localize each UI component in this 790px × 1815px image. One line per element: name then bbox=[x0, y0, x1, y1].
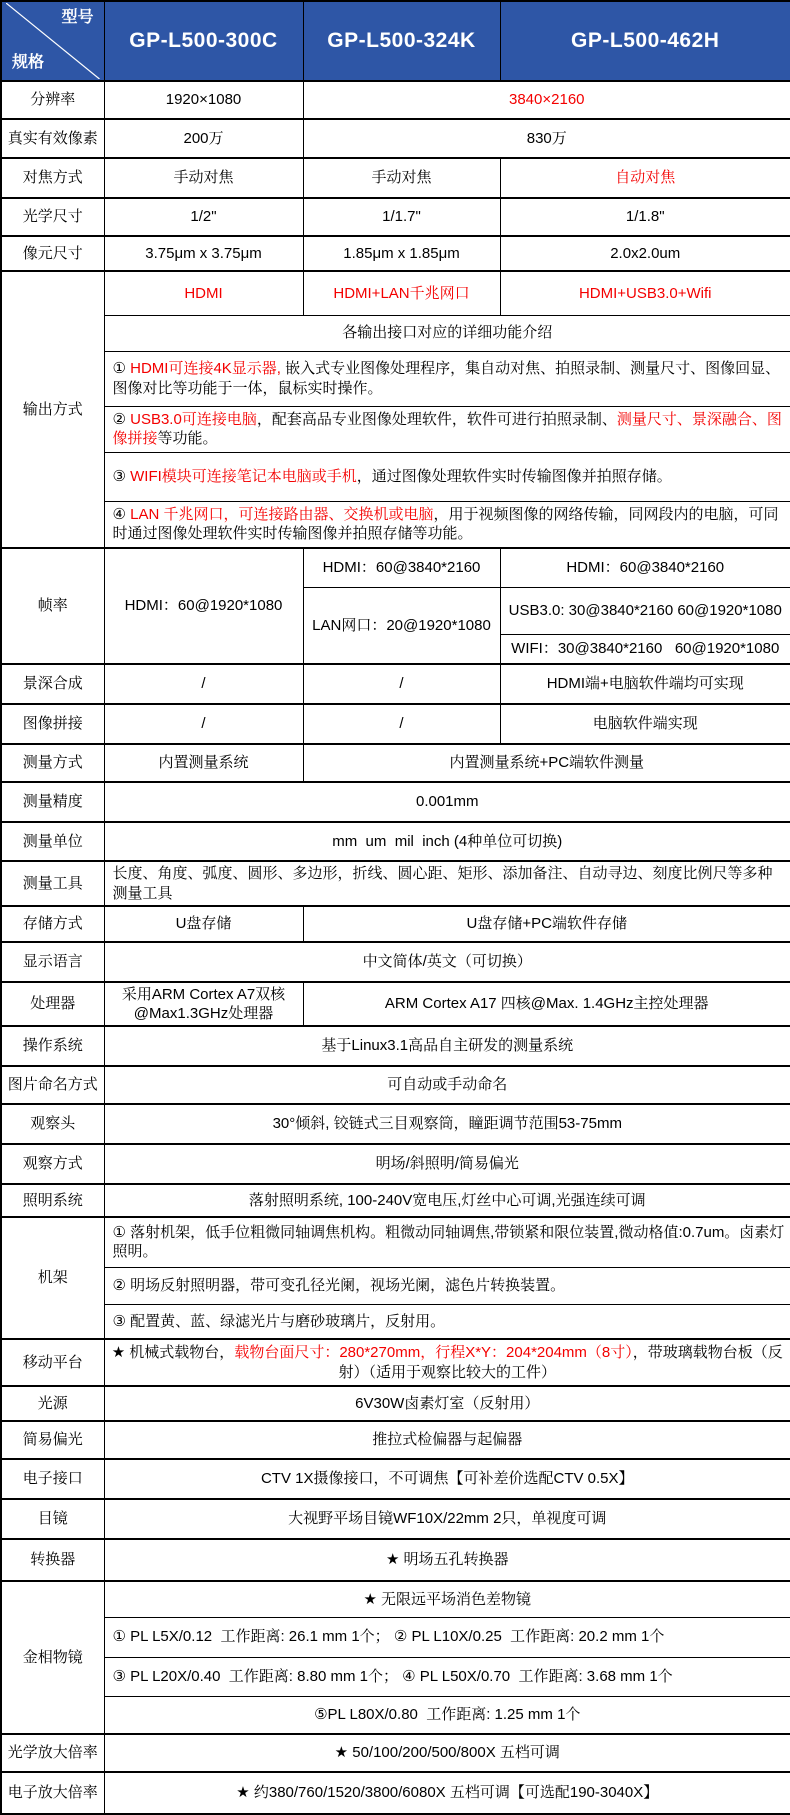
label-framerate: 帧率 bbox=[1, 548, 104, 664]
output-detail-3 bbox=[104, 452, 790, 501]
model-header-462h: GP-L500-462H bbox=[500, 1, 790, 81]
label-naming: 图片命名方式 bbox=[1, 1066, 104, 1104]
naming-value: 可自动或手动命名 bbox=[104, 1066, 790, 1104]
row-measure-method bbox=[1, 744, 790, 782]
label-storage: 存储方式 bbox=[1, 906, 104, 942]
model-header-300c: GP-L500-300C bbox=[104, 1, 303, 81]
storage-324k-462h: U盘存储+PC端软件存储 bbox=[303, 906, 790, 942]
diagonal-cell bbox=[6, 3, 100, 79]
framerate-462h-wifi: WIFI：30@3840*2160 60@1920*1080 bbox=[500, 634, 790, 664]
row-digital-mag bbox=[1, 1772, 790, 1814]
label-objectives: 金相物镜 bbox=[1, 1581, 104, 1734]
row-camera-port bbox=[1, 1459, 790, 1499]
label-image-stitching: 图像拼接 bbox=[1, 704, 104, 744]
framerate-462h-hdmi: HDMI：60@3840*2160 bbox=[500, 548, 790, 587]
focus-300c: 手动对焦 bbox=[104, 158, 303, 198]
framerate-300c: HDMI：60@1920*1080 bbox=[104, 548, 303, 664]
row-objectives-3 bbox=[1, 1696, 790, 1734]
head-value: 30°倾斜, 铰链式三目观察筒，瞳距调节范围53-75mm bbox=[104, 1104, 790, 1144]
pixels-300c: 200万 bbox=[104, 119, 303, 158]
row-processor bbox=[1, 982, 790, 1026]
stage-red-dimensions: 载物台面尺寸：280*270mm，行程X*Y：204*204mm（8寸） bbox=[234, 1344, 633, 1361]
row-depth-synthesis bbox=[1, 664, 790, 704]
header-corner-cell bbox=[1, 1, 104, 81]
row-illumination bbox=[1, 1184, 790, 1217]
detail-3-text: ，通过图像处理软件实时传输图像并拍照存储。 bbox=[356, 467, 672, 485]
label-light-source: 光源 bbox=[1, 1386, 104, 1421]
row-image-stitching bbox=[1, 704, 790, 744]
detail-2-text2: 等功能。 bbox=[157, 430, 218, 447]
corner-model-label: 型号 bbox=[61, 9, 94, 26]
framerate-324k-lan: LAN网口：20@1920*1080 bbox=[303, 587, 500, 664]
detail-2-text1: ，配套高品专业图像处理软件，软件可进行拍照录制、 bbox=[256, 410, 617, 428]
focus-324k: 手动对焦 bbox=[303, 158, 500, 198]
label-effective-pixels: 真实有效像素 bbox=[1, 119, 104, 158]
row-objectives-2 bbox=[1, 1657, 790, 1696]
detail-4-number: ④ bbox=[112, 505, 126, 523]
label-nosepiece: 转换器 bbox=[1, 1539, 104, 1581]
stitch-462h: 电脑软件端实现 bbox=[500, 704, 790, 744]
row-stand-1 bbox=[1, 1217, 790, 1267]
row-nosepiece bbox=[1, 1539, 790, 1581]
row-objectives-0 bbox=[1, 1581, 790, 1617]
row-focus bbox=[1, 158, 790, 198]
language-value: 中文简体/英文（可切换） bbox=[104, 942, 790, 982]
output-462h: HDMI+USB3.0+Wifi bbox=[500, 271, 790, 315]
pixel-size-324k: 1.85μm x 1.85μm bbox=[303, 236, 500, 271]
framerate-462h-usb: USB3.0: 30@3840*2160 60@1920*1080 bbox=[500, 587, 790, 634]
resolution-300c: 1920×1080 bbox=[104, 81, 303, 119]
label-depth-synthesis: 景深合成 bbox=[1, 664, 104, 704]
stand-item-1: ① 落射机架，低手位粗微同轴调焦机构。粗微动同轴调焦,带锁紧和限位装置,微动格值:0.7um。卤素灯照明。 bbox=[104, 1217, 790, 1267]
pixels-324k-462h: 830万 bbox=[303, 119, 790, 158]
row-os bbox=[1, 1026, 790, 1066]
focus-462h: 自动对焦 bbox=[500, 158, 790, 198]
view-mode-value: 明场/斜照明/简易偏光 bbox=[104, 1144, 790, 1184]
detail-3-number: ③ bbox=[112, 467, 126, 485]
stage-value bbox=[104, 1339, 790, 1386]
depth-462h: HDMI端+电脑软件端均可实现 bbox=[500, 664, 790, 704]
label-language: 显示语言 bbox=[1, 942, 104, 982]
measure-units-value: mm um mil inch (4种单位可切换) bbox=[104, 822, 790, 861]
label-output: 输出方式 bbox=[1, 271, 104, 548]
label-processor: 处理器 bbox=[1, 982, 104, 1026]
label-head: 观察头 bbox=[1, 1104, 104, 1144]
row-resolution bbox=[1, 81, 790, 119]
detail-1-text: 嵌入式专业图像处理程序，集自动对焦、拍照录制、测量尺寸、图像回显、图像对比等功能于一体，鼠标实时操作。 bbox=[112, 360, 781, 397]
detail-2-red2: 测量尺寸、景深融合、图像拼接 bbox=[112, 410, 782, 447]
camera-port-value: CTV 1X摄像接口，不可调焦【可补差价选配CTV 0.5X】 bbox=[104, 1459, 790, 1499]
detail-2-red1: USB3.0可连接电脑 bbox=[130, 410, 257, 428]
detail-1-number: ① bbox=[112, 360, 126, 377]
framerate-324k-hdmi: HDMI：60@3840*2160 bbox=[303, 548, 500, 587]
stitch-324k: / bbox=[303, 704, 500, 744]
detail-4-red: LAN 千兆网口，可连接路由器、交换机或电脑 bbox=[130, 505, 434, 523]
objectives-type: ★ 无限远平场消色差物镜 bbox=[104, 1581, 790, 1617]
row-naming bbox=[1, 1066, 790, 1104]
row-output-detail-1 bbox=[1, 351, 790, 406]
row-storage bbox=[1, 906, 790, 942]
optical-mag-value: ★ 50/100/200/500/800X 五档可调 bbox=[104, 1734, 790, 1772]
label-stage: 移动平台 bbox=[1, 1339, 104, 1386]
row-language bbox=[1, 942, 790, 982]
detail-4-text: ，用于视频图像的网络传输，同网段内的电脑，可同时通过图像处理软件实时传输图像并拍照存储等功能。 bbox=[112, 505, 779, 543]
row-output-detail-4 bbox=[1, 501, 790, 548]
depth-324k: / bbox=[303, 664, 500, 704]
label-measure-precision: 测量精度 bbox=[1, 782, 104, 822]
output-detail-2 bbox=[104, 406, 790, 452]
row-effective-pixels bbox=[1, 119, 790, 158]
header-row bbox=[1, 1, 790, 81]
measure-method-300c: 内置测量系统 bbox=[104, 744, 303, 782]
label-stand: 机架 bbox=[1, 1217, 104, 1339]
label-optical-mag: 光学放大倍率 bbox=[1, 1734, 104, 1772]
row-optical-mag bbox=[1, 1734, 790, 1772]
label-digital-mag: 电子放大倍率 bbox=[1, 1772, 104, 1814]
row-stage bbox=[1, 1339, 790, 1386]
pixel-size-300c: 3.75μm x 3.75μm bbox=[104, 236, 303, 271]
stand-item-3: ③ 配置黄、蓝、绿滤光片与磨砂玻璃片，反射用。 bbox=[104, 1304, 790, 1339]
row-optical-size bbox=[1, 198, 790, 236]
label-os: 操作系统 bbox=[1, 1026, 104, 1066]
label-measure-method: 测量方式 bbox=[1, 744, 104, 782]
depth-300c: / bbox=[104, 664, 303, 704]
detail-3-red: WIFI模块可连接笔记本电脑或手机 bbox=[130, 467, 357, 485]
row-light-source bbox=[1, 1386, 790, 1421]
measure-precision-value: 0.001mm bbox=[104, 782, 790, 822]
stage-text-2: ，带玻璃载物台板（反射）（适用于观察比较大的工件） bbox=[338, 1344, 783, 1381]
measure-tools-value: 长度、角度、弧度、圆形、多边形，折线、圆心距、矩形、添加备注、自动寻边、刻度比例尺等多种测量工具 bbox=[104, 861, 790, 906]
row-pixel-size bbox=[1, 236, 790, 271]
row-head bbox=[1, 1104, 790, 1144]
objectives-80x: ⑤PL L80X/0.80 工作距离: 1.25 mm 1个 bbox=[104, 1696, 790, 1734]
pixel-size-462h: 2.0x2.0um bbox=[500, 236, 790, 271]
light-source-value: 6V30W卤素灯室（反射用） bbox=[104, 1386, 790, 1421]
output-detail-4 bbox=[104, 501, 790, 548]
polarizer-value: 推拉式检偏器与起偏器 bbox=[104, 1421, 790, 1459]
optical-size-462h: 1/1.8" bbox=[500, 198, 790, 236]
label-eyepiece: 目镜 bbox=[1, 1499, 104, 1539]
output-intro: 各输出接口对应的详细功能介绍 bbox=[104, 315, 790, 351]
resolution-324k-462h: 3840×2160 bbox=[303, 81, 790, 119]
label-resolution: 分辨率 bbox=[1, 81, 104, 119]
label-focus: 对焦方式 bbox=[1, 158, 104, 198]
row-stand-2 bbox=[1, 1267, 790, 1304]
model-header-324k: GP-L500-324K bbox=[303, 1, 500, 81]
processor-300c: 采用ARM Cortex A7双核@Max1.3GHz处理器 bbox=[104, 982, 303, 1026]
nosepiece-value: ★ 明场五孔转换器 bbox=[104, 1539, 790, 1581]
stitch-300c: / bbox=[104, 704, 303, 744]
label-camera-port: 电子接口 bbox=[1, 1459, 104, 1499]
label-measure-tools: 测量工具 bbox=[1, 861, 104, 906]
stand-item-2: ② 明场反射照明器，带可变孔径光阑，视场光阑，滤色片转换装置。 bbox=[104, 1267, 790, 1304]
row-output-intro bbox=[1, 315, 790, 351]
illumination-value: 落射照明系统, 100-240V宽电压,灯丝中心可调,光强连续可调 bbox=[104, 1184, 790, 1217]
output-300c: HDMI bbox=[104, 271, 303, 315]
row-view-mode bbox=[1, 1144, 790, 1184]
stage-text-1: ★ 机械式载物台， bbox=[111, 1344, 235, 1361]
row-measure-tools bbox=[1, 861, 790, 906]
row-framerate-1 bbox=[1, 548, 790, 587]
optical-size-324k: 1/1.7" bbox=[303, 198, 500, 236]
label-view-mode: 观察方式 bbox=[1, 1144, 104, 1184]
output-detail-1 bbox=[104, 351, 790, 406]
row-measure-precision bbox=[1, 782, 790, 822]
row-output-detail-3 bbox=[1, 452, 790, 501]
row-stand-3 bbox=[1, 1304, 790, 1339]
row-polarizer bbox=[1, 1421, 790, 1459]
label-optical-size: 光学尺寸 bbox=[1, 198, 104, 236]
label-polarizer: 简易偏光 bbox=[1, 1421, 104, 1459]
output-324k: HDMI+LAN千兆网口 bbox=[303, 271, 500, 315]
os-value: 基于Linux3.1高品自主研发的测量系统 bbox=[104, 1026, 790, 1066]
row-objectives-1 bbox=[1, 1617, 790, 1657]
corner-spec-label: 规格 bbox=[12, 54, 45, 72]
detail-1-red: HDMI可连接4K显示器, bbox=[130, 360, 281, 377]
label-illumination: 照明系统 bbox=[1, 1184, 104, 1217]
objectives-20x-50x: ③ PL L20X/0.40 工作距离: 8.80 mm 1个； ④ PL L50X/0.70 工作距离: 3.68 mm 1个 bbox=[104, 1657, 790, 1696]
processor-324k-462h: ARM Cortex A17 四核@Max. 1.4GHz主控处理器 bbox=[303, 982, 790, 1026]
row-output-interfaces bbox=[1, 271, 790, 315]
row-eyepiece bbox=[1, 1499, 790, 1539]
objectives-5x-10x: ① PL L5X/0.12 工作距离: 26.1 mm 1个； ② PL L10X/0.25 工作距离: 20.2 mm 1个 bbox=[104, 1617, 790, 1657]
label-measure-units: 测量单位 bbox=[1, 822, 104, 861]
label-pixel-size: 像元尺寸 bbox=[1, 236, 104, 271]
storage-300c: U盘存储 bbox=[104, 906, 303, 942]
eyepiece-value: 大视野平场目镜WF10X/22mm 2只，单视度可调 bbox=[104, 1499, 790, 1539]
detail-2-number: ② bbox=[112, 410, 126, 428]
row-measure-units bbox=[1, 822, 790, 861]
digital-mag-value: ★ 约380/760/1520/3800/6080X 五档可调【可选配190-3040X】 bbox=[104, 1772, 790, 1814]
measure-method-324k-462h: 内置测量系统+PC端软件测量 bbox=[303, 744, 790, 782]
row-output-detail-2 bbox=[1, 406, 790, 452]
optical-size-300c: 1/2" bbox=[104, 198, 303, 236]
